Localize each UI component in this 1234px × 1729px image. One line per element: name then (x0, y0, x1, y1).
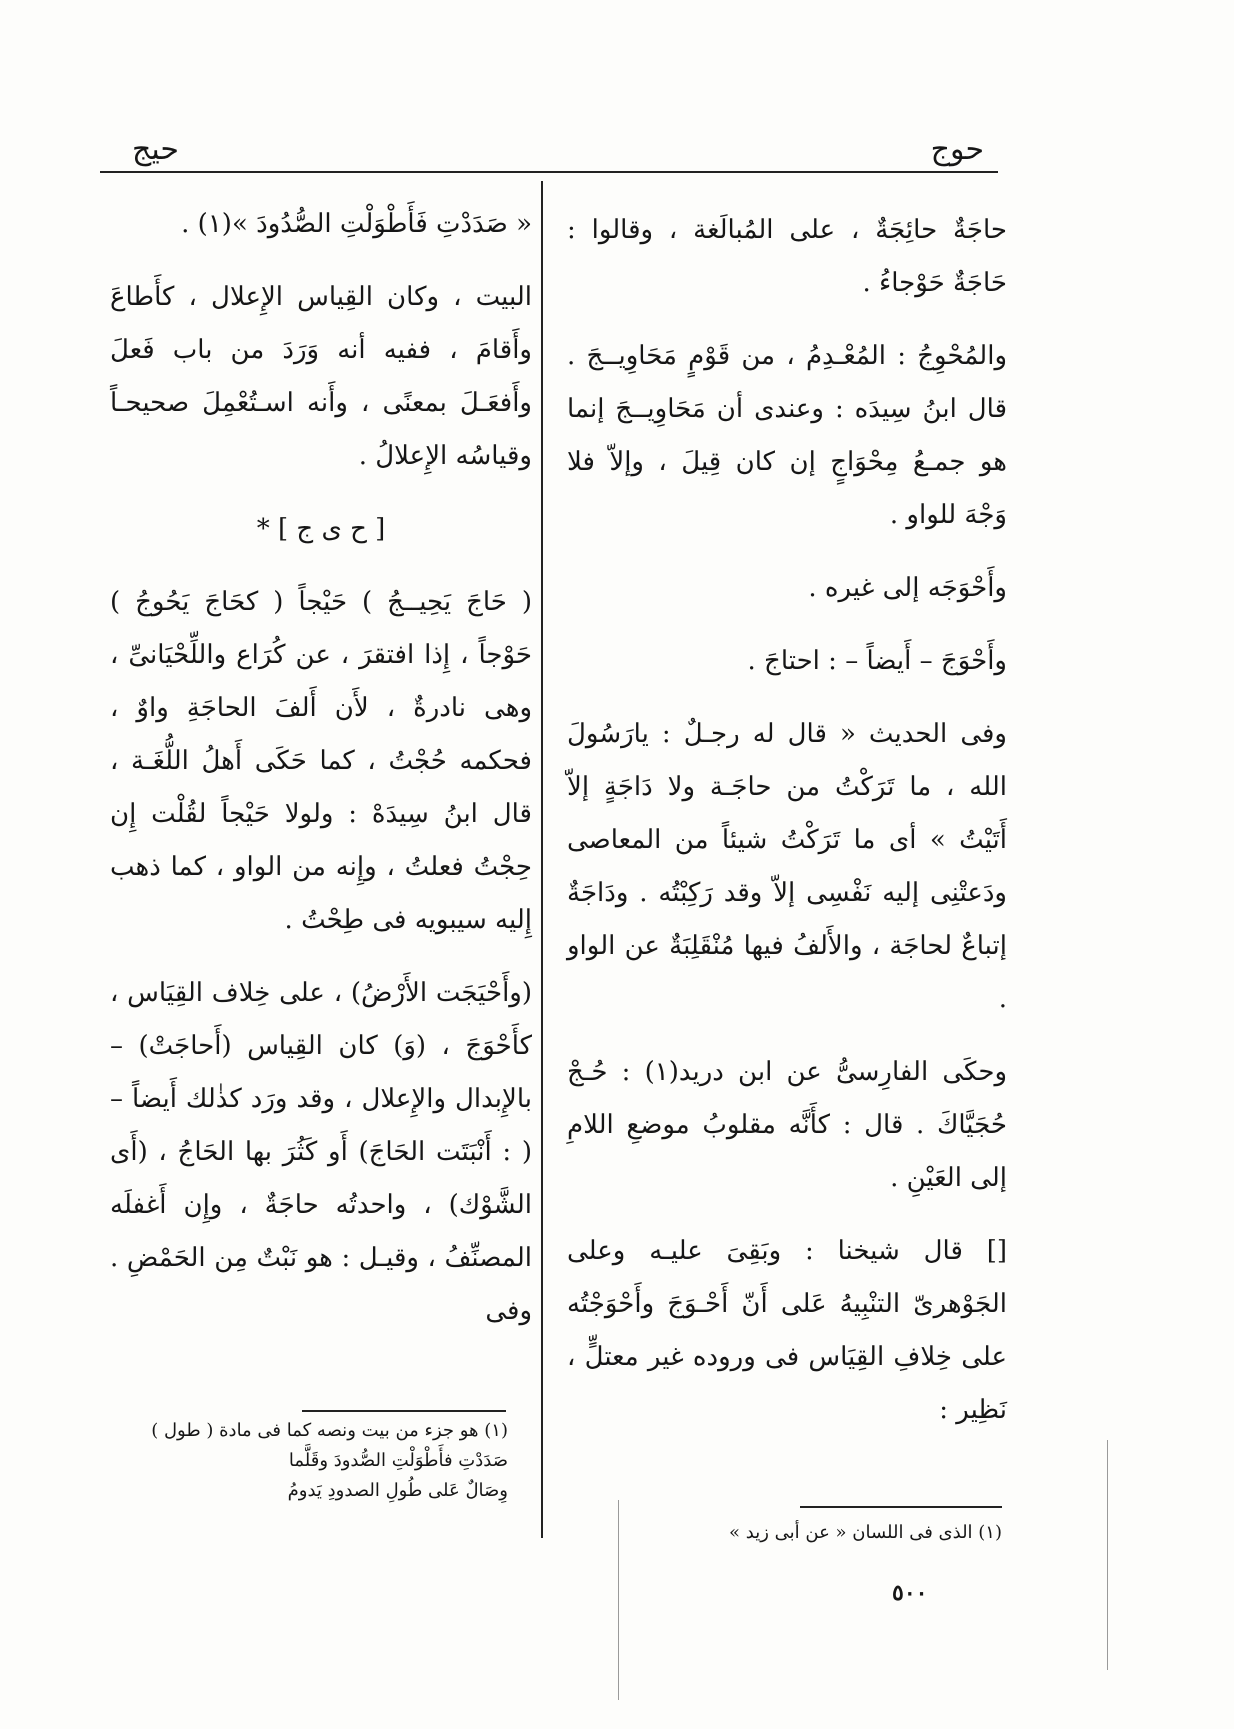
left-paragraph: ( حَاجَ يَحِيــجُ ) حَيْجاً ( كحَاجَ يَحُوجُ ) حَوْجاً ، إِذا افتقرَ ، عن كُرَاع واللِّحْيَانىِّ ، وهى نادرةٌ ، لأَن أَلفَ الحاجَةِ واوٌ ، فحكمه حُجْتُ ، كما حَكَى أَهلُ اللُّغَـة ، قال ابنُ سِيدَهْ : ولولا حَيْجاً لقُلْت إِن حِجْتُ فعلتُ ، وإِنه من الواو ، كما ذهب إِليه سيبويه فى طِحْتُ . (110, 587, 532, 935)
entry-heading: [ ح ى ج ] * (256, 514, 386, 544)
footnote-right (720, 1518, 1002, 1548)
right-paragraph: وحكَى الفارِسىُّ عن ابن دريد(١) : حُـجْ حُجَيَّاكَ . قال : كأَنَّه مقلوبُ موضعِ اللامِ إلى العَيْنِ . (567, 1057, 1008, 1193)
left-paragraph: البيت ، وكان القِياس الإِعلال ، كأَطاعَ وأَقامَ ، ففيه أنه وَرَدَ من باب فَعلَ وأَفعَـلَ بمعنًى ، وأَنه اسـتُعْمِلَ صحيحـاً وقياسُه الإِعلالُ . (110, 282, 532, 471)
left-column (110, 198, 532, 1358)
scan-edge-mark (618, 1500, 619, 1700)
page-number: ٥٠٠ (892, 1580, 928, 1606)
footnote-rule-left (302, 1410, 506, 1412)
header-rule (100, 171, 998, 173)
running-head-right: حوج (930, 132, 984, 167)
right-paragraph: حاجَةٌ حائِجَةٌ ، على المُبالَغة ، وقالوا : حَاجَةٌ حَوْجاءُ . (567, 215, 1007, 298)
right-paragraph: وفى الحديث « قال له رجـلٌ : يارَسُولَ الله ، ما تَرَكْتُ من حاجَـة ولا دَاجَةٍ إلاّ أَتَيْتُ » أى ما تَرَكْتُ شيئاً من المعاصى ودَعتْنِى إليه نَفْسِى إلاّ وقد رَكِبْتُه . ودَاجَةٌ إتباعٌ لحاجَة ، والأَلفُ فيها مُنْقَلِبَةٌ عن الواو . (567, 719, 1007, 1014)
right-paragraph: والمُحْوِجُ : المُعْـدِمُ ، من قَوْمٍ مَحَاوِيــجَ . قال ابنُ سِيدَه : وعندى أن مَحَاوِيــجَ إنما هو جمـعُ مِحْوَاجٍ إن كان قِيلَ ، وإلاّ فلا وَجْهَ للواو . (567, 341, 1007, 530)
right-paragraph: [] قال شيخنا : وبَقِىَ عليـه وعلى الجَوْهرىّ التنْبِيهُ عَلى أَنّ أَحْـوَجَ وأَحْوَجْتُه على خِلافِ القِيَاس فى وروده غير معتلٍّ ، نَظِير : (567, 1236, 1007, 1425)
running-head-left: حيج (132, 132, 179, 167)
right-column (567, 204, 1007, 1457)
footnote-line: (١) الذى فى اللسان « عن أبى زيد » (729, 1522, 1002, 1543)
scan-edge-mark (1107, 1440, 1108, 1670)
footnote-left (118, 1416, 508, 1506)
footnote-rule-right (800, 1506, 1002, 1508)
footnote-line: وِصَالٌ عَلى طُولِ الصدودِ يَدومُ (287, 1480, 508, 1501)
footnote-line: (١) هو جزء من بيت ونصه كما فى مادة ( طول ) (151, 1420, 508, 1441)
right-paragraph: وأَحْوَجَه إلى غيره . (808, 573, 1007, 603)
footnote-line: صَدَدْتِ فأَطْوَلْتِ الصُّدودَ وقَلَّما (288, 1450, 508, 1471)
left-paragraph: (وأَحْيَجَت الأَرْضُ) ، على خِلاف القِيَاس ، كأَحْوَجَ ، (وَ) كان القِياس (أَحاجَتْ) – بالإِبدال والإِعلال ، وقد ورَد كذٰلك أَيضاً – ( : أَنْبَتَت الحَاجَ) أَو كَثُرَ بها الحَاجُ ، (أَى الشَّوْك) ، واحدتُه حاجَةٌ ، وإِن أَغفلَه المصنِّفُ ، وقيـل : هو نَبْتٌ مِن الحَمْضِ . وفى (110, 978, 532, 1326)
right-paragraph: وأَحْوَجَ – أَيضاً – : احتاجَ . (747, 646, 1007, 676)
left-paragraph: « صَدَدْتِ فَأَطْوَلْتِ الصُّدُودَ »(١) . (181, 209, 532, 239)
column-divider (541, 181, 543, 1538)
